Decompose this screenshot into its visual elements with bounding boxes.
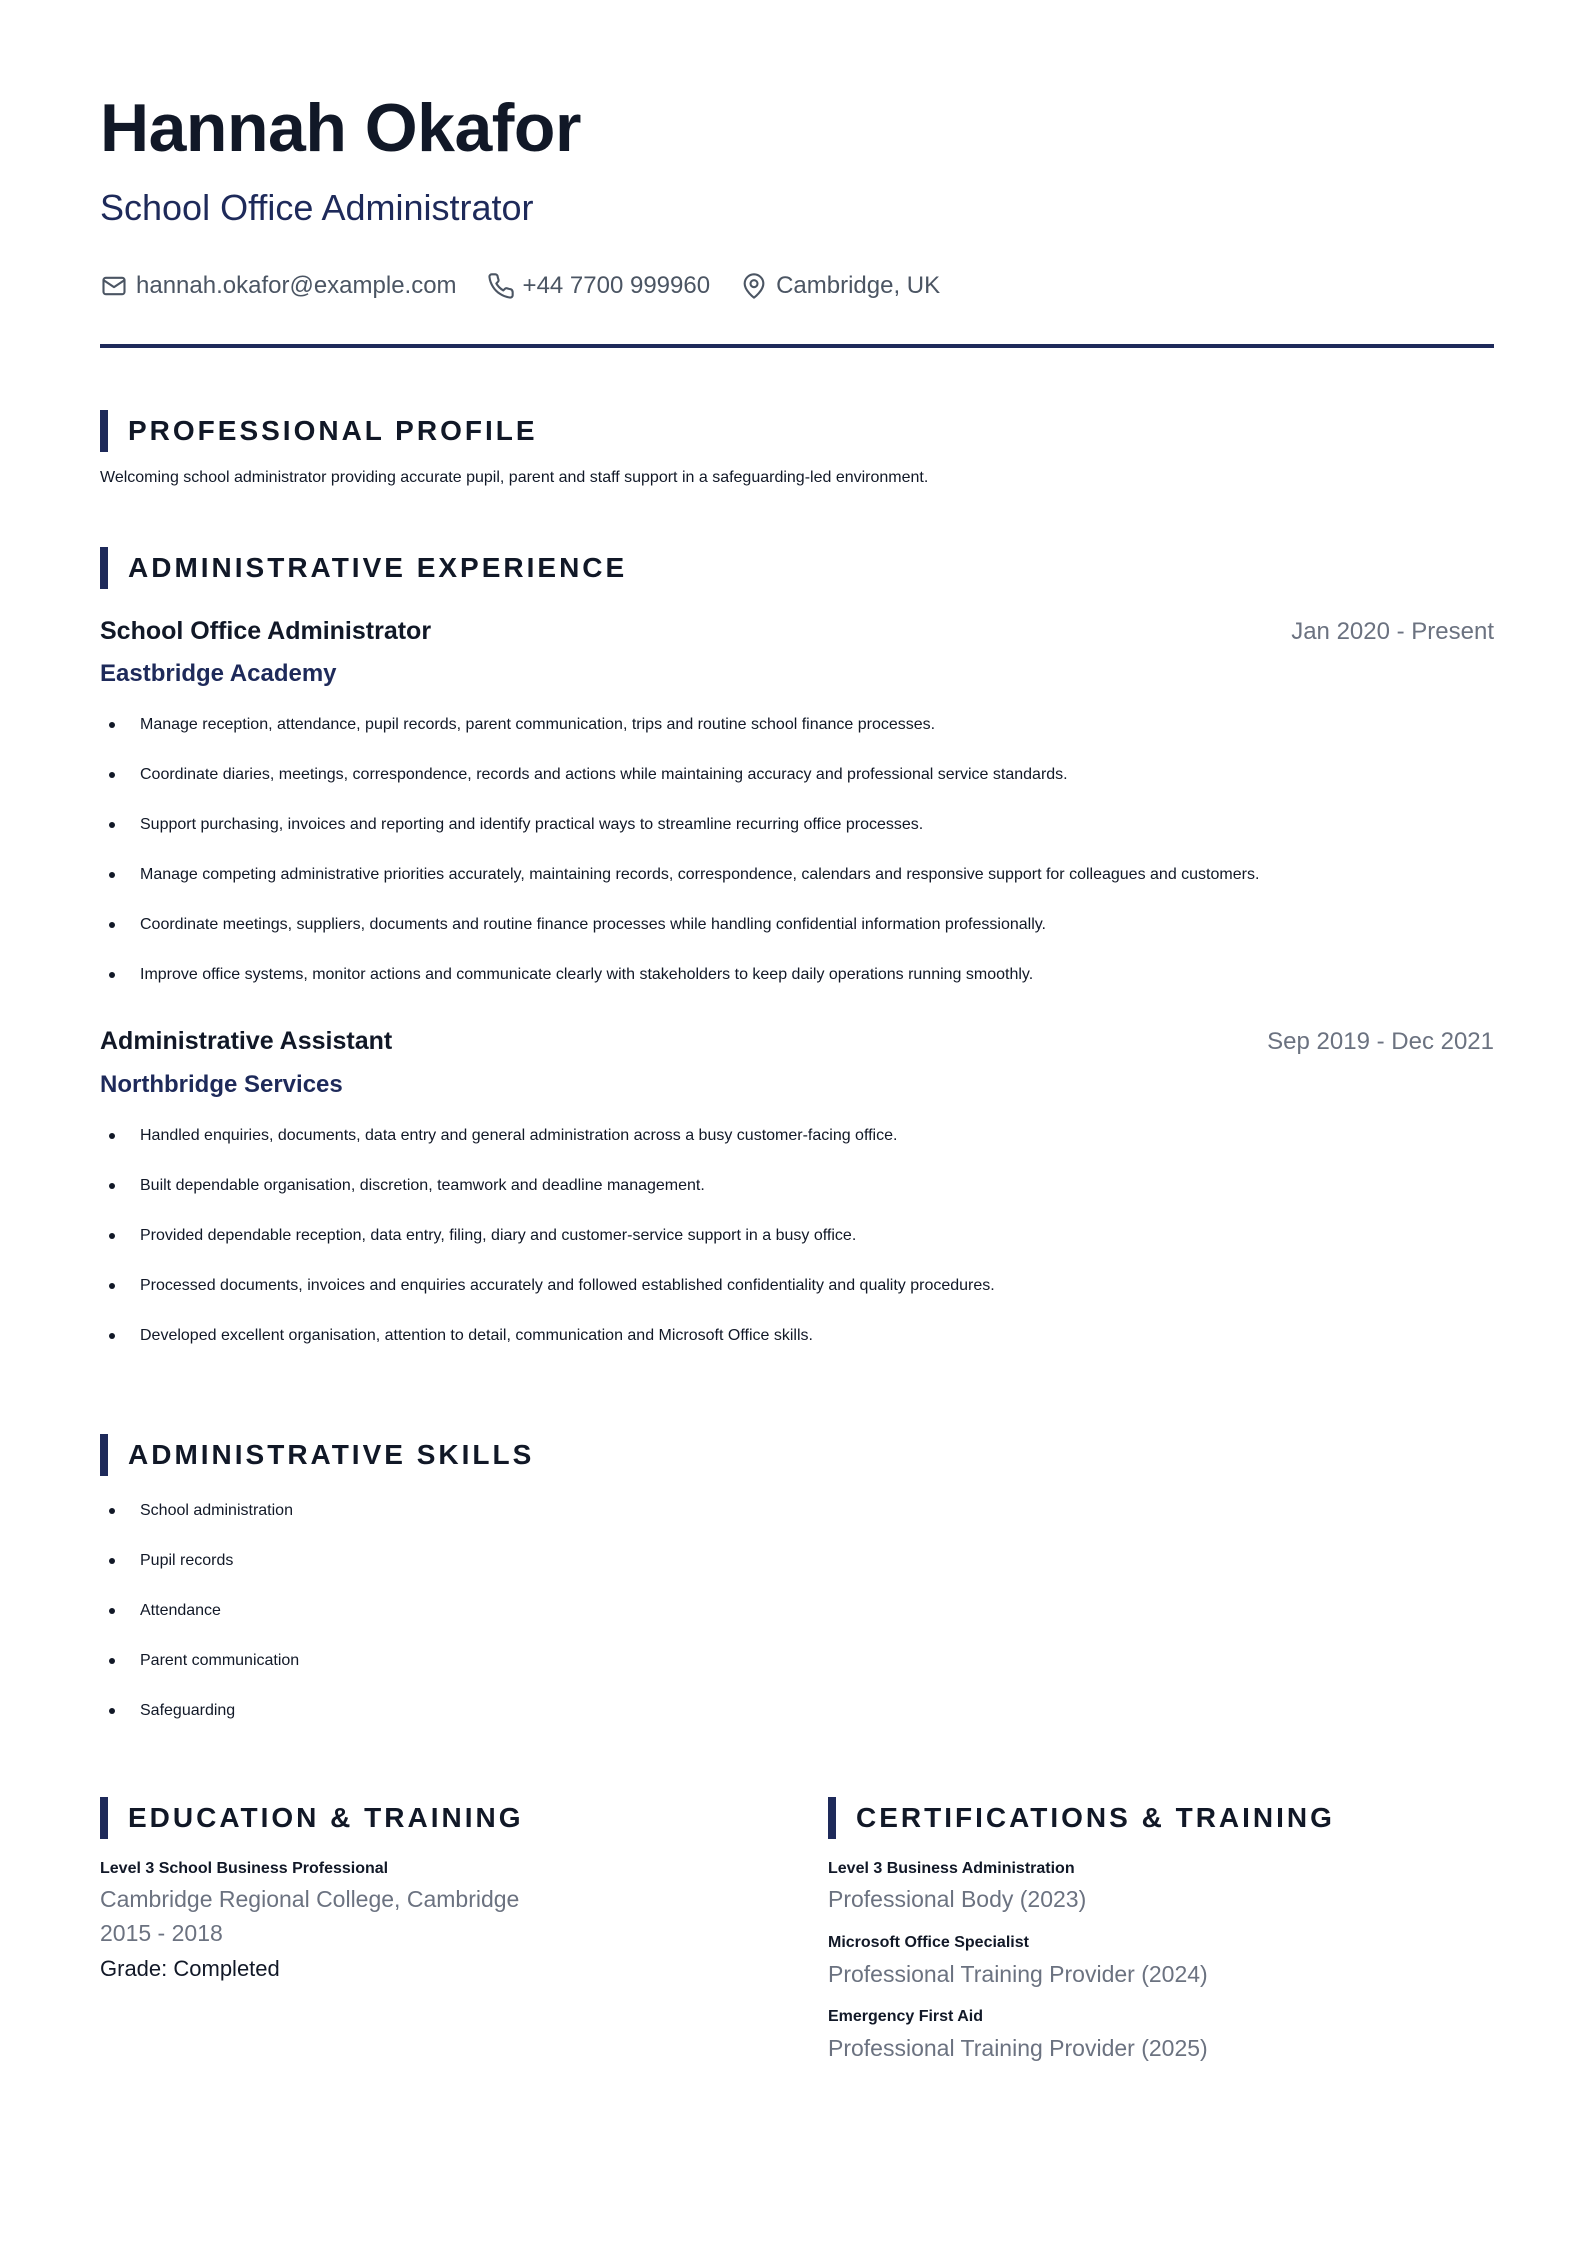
header-divider xyxy=(100,344,1494,348)
skill-item: Pupil records xyxy=(100,1551,299,1601)
skills-list xyxy=(100,1501,299,1751)
section-accent-bar xyxy=(100,1434,108,1476)
certification-issuer: Professional Body (2023) xyxy=(828,1886,1087,1912)
contact-location xyxy=(740,272,940,300)
section-accent-bar xyxy=(100,410,108,452)
skill-item: Attendance xyxy=(100,1601,299,1651)
list-item: Manage reception, attendance, pupil records, parent communication, trips and routine school finance processes. xyxy=(100,715,1259,765)
certifications-section-heading xyxy=(828,1797,1335,1839)
certification-name: Level 3 Business Administration xyxy=(828,1860,1075,1877)
section-title: CERTIFICATIONS & TRAINING xyxy=(856,1802,1335,1833)
phone-icon xyxy=(487,272,515,300)
contact-email[interactable] xyxy=(100,272,457,300)
education-section-heading xyxy=(100,1797,523,1839)
list-item: Handled enquiries, documents, data entry and general administration across a busy customer-facing office. xyxy=(100,1126,995,1176)
certification-issuer: Professional Training Provider (2025) xyxy=(828,2035,1208,2061)
skill-item: School administration xyxy=(100,1501,299,1551)
candidate-role: School Office Administrator xyxy=(100,187,534,228)
education-grade: Grade: Completed xyxy=(100,1956,280,1981)
job-company: Eastbridge Academy xyxy=(100,660,337,687)
profile-text: Welcoming school administrator providing accurate pupil, parent and staff support in a safeguarding-led environment. xyxy=(100,469,929,486)
experience-section-heading xyxy=(100,547,627,589)
list-item: Coordinate meetings, suppliers, documents and routine finance processes while handling confidential information professionally. xyxy=(100,915,1259,965)
section-title: PROFESSIONAL PROFILE xyxy=(128,415,538,446)
skills-section-heading xyxy=(100,1434,534,1476)
phone-text: +44 7700 999960 xyxy=(522,272,711,299)
list-item: Coordinate diaries, meetings, correspondence, records and actions while maintaining accuracy and professional service standards. xyxy=(100,765,1259,815)
mail-icon xyxy=(100,272,128,300)
section-title: ADMINISTRATIVE SKILLS xyxy=(128,1439,535,1470)
job-dates: Jan 2020 - Present xyxy=(1291,618,1494,645)
list-item: Improve office systems, monitor actions and communicate clearly with stakeholders to keep daily operations running smoothly. xyxy=(100,965,1259,1015)
certification-name: Microsoft Office Specialist xyxy=(828,1934,1029,1951)
candidate-name: Hannah Okafor xyxy=(100,90,581,166)
skill-item: Parent communication xyxy=(100,1651,299,1701)
section-accent-bar xyxy=(828,1797,836,1839)
list-item: Processed documents, invoices and enquiries accurately and followed established confidentiality and quality procedures. xyxy=(100,1276,995,1326)
contact-phone[interactable] xyxy=(487,272,711,300)
section-title: ADMINISTRATIVE EXPERIENCE xyxy=(128,552,628,583)
job-bullets xyxy=(100,715,1259,1015)
section-title: EDUCATION & TRAINING xyxy=(128,1802,524,1833)
job-title: Administrative Assistant xyxy=(100,1027,393,1055)
list-item: Support purchasing, invoices and reporting and identify practical ways to streamline recurring office processes. xyxy=(100,815,1259,865)
section-accent-bar xyxy=(100,547,108,589)
section-accent-bar xyxy=(100,1797,108,1839)
job-company: Northbridge Services xyxy=(100,1071,343,1098)
certification-issuer: Professional Training Provider (2024) xyxy=(828,1961,1208,1987)
list-item: Manage competing administrative priorities accurately, maintaining records, correspondence, calendars and responsive support for colleagues and customers. xyxy=(100,865,1259,915)
skill-item: Safeguarding xyxy=(100,1701,299,1751)
list-item: Developed excellent organisation, attention to detail, communication and Microsoft Office skills. xyxy=(100,1326,995,1376)
education-years: 2015 - 2018 xyxy=(100,1920,223,1946)
list-item: Provided dependable reception, data entry, filing, diary and customer-service support in a busy office. xyxy=(100,1226,995,1276)
contact-bar xyxy=(100,268,970,304)
job-title: School Office Administrator xyxy=(100,617,432,645)
certification-name: Emergency First Aid xyxy=(828,2008,984,2025)
list-item: Built dependable organisation, discretion, teamwork and deadline management. xyxy=(100,1176,995,1226)
location-text: Cambridge, UK xyxy=(776,272,941,299)
education-institution: Cambridge Regional College, Cambridge xyxy=(100,1886,520,1912)
profile-section-heading xyxy=(100,410,538,452)
education-qualification: Level 3 School Business Professional xyxy=(100,1860,389,1877)
location-pin-icon xyxy=(740,272,768,300)
job-bullets xyxy=(100,1126,995,1376)
job-dates: Sep 2019 - Dec 2021 xyxy=(1267,1028,1494,1055)
email-text: hannah.okafor@example.com xyxy=(136,272,457,299)
